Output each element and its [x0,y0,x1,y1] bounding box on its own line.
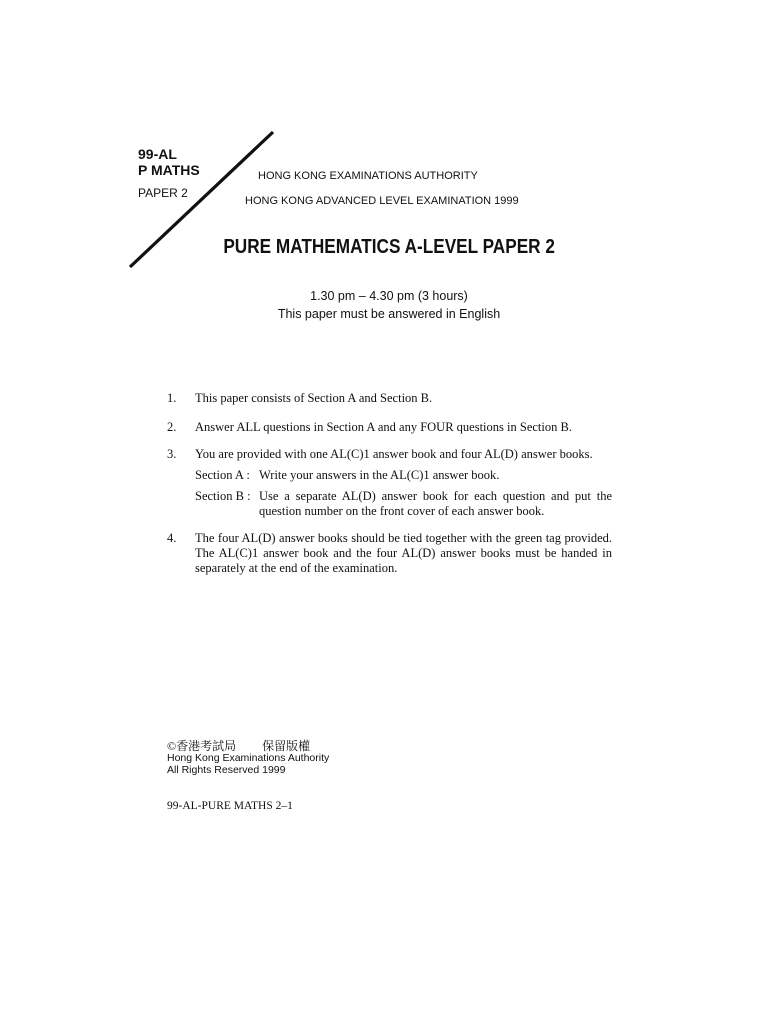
language-note: This paper must be answered in English [277,307,501,321]
section-a-label: Section A : [195,468,250,482]
instruction-item [167,447,612,519]
copyright-chinese-authority: ©香港考試局 [167,739,237,753]
subject-name: P MATHS [138,162,200,178]
instruction-text: You are provided with one AL(C)1 answer book and four AL(D) answer books. [195,447,593,461]
section-b-text: Use a separate AL(D) answer book for each question and put the question number on the front cover of each answer book. [259,489,612,518]
instruction-text: This paper consists of Section A and Section B. [195,391,433,405]
instruction-text: Answer ALL questions in Section A and any FOUR questions in Section B. [195,420,572,434]
section-a-note [195,468,612,483]
instruction-text: The four AL(D) answer books should be tied together with the green tag provided. The AL(C)1 answer book and the four AL(D) answer books must be handed in separately at the end of the examination. [195,531,612,575]
instruction-item [167,391,612,406]
instruction-number: 2. [167,420,177,434]
exam-time: 1.30 pm – 4.30 pm (3 hours) [310,289,468,303]
instruction-number: 3. [167,447,177,461]
copyright-english-authority: Hong Kong Examinations Authority [167,752,330,764]
copyright-english-rights: All Rights Reserved 1999 [167,764,286,776]
page-title: PURE MATHEMATICS A-LEVEL PAPER 2 [223,236,555,258]
exam-name: HONG KONG ADVANCED LEVEL EXAMINATION 1999 [245,195,519,207]
instruction-item [167,420,612,435]
section-b-label: Section B : [195,489,251,503]
subject-code: 99-AL [138,146,177,162]
instruction-item [167,531,612,576]
paper-label: PAPER 2 [138,186,188,200]
copyright-chinese-rights: 保留版權 [262,739,311,753]
section-a-text: Write your answers in the AL(C)1 answer book. [259,468,500,482]
instruction-number: 4. [167,531,177,545]
authority-name: HONG KONG EXAMINATIONS AUTHORITY [258,170,478,182]
instruction-number: 1. [167,391,177,405]
page-reference: 99-AL-PURE MATHS 2–1 [167,800,293,812]
section-b-note [195,489,612,519]
